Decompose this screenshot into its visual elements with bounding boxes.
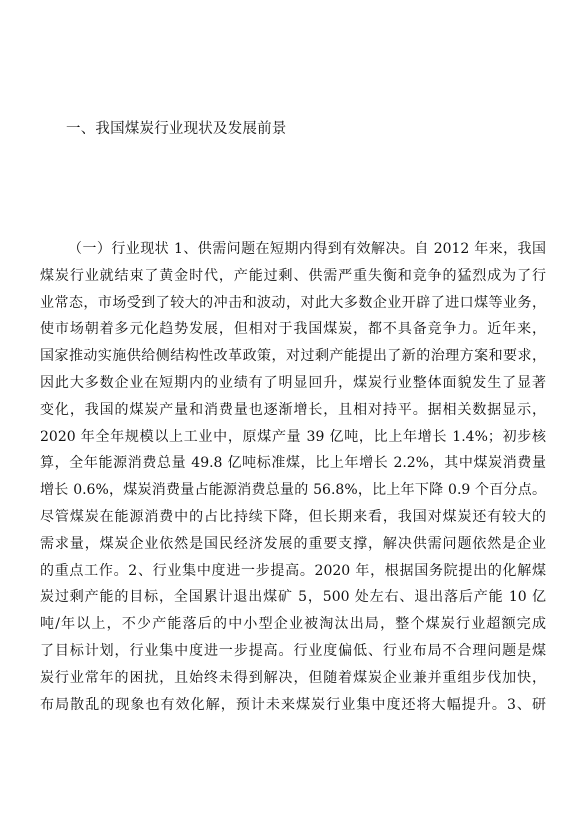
paragraph-line: 吨/年以上，不少产能落后的中小型企业被淘汰出局，整个煤炭行业超额完成: [40, 616, 546, 633]
paragraph-line: 布局散乱的现象也有效化解，预计未来煤炭行业集中度还将大幅提升。3、研: [40, 696, 546, 713]
paragraph-line: 2020 年全年规模以上工业中，原煤产量 39 亿吨，比上年增长 1.4%；初步核: [40, 428, 546, 445]
paragraph-line: 算，全年能源消费总量 49.8 亿吨标准煤，比上年增长 2.2%，其中煤炭消费量: [40, 455, 546, 472]
paragraph-line: 的重点工作。2、行业集中度进一步提高。2020 年，根据国务院提出的化解煤: [40, 562, 546, 579]
paragraph-line: 尽管煤炭在能源消费中的占比持续下降，但长期来看，我国对煤炭还有较大的: [40, 508, 546, 525]
paragraph-line: 炭行业常年的困扰，且始终未得到解决，但随着煤炭企业兼并重组步伐加快，: [40, 669, 546, 686]
body-paragraph: [40, 236, 546, 718]
paragraph-line: 增长 0.6%，煤炭消费量占能源消费总量的 56.8%，比上年下降 0.9 个百分点。: [40, 482, 546, 499]
paragraph-line: 国家推动实施供给侧结构性改革政策，对过剩产能提出了新的治理方案和要求，: [40, 348, 546, 365]
paragraph-line: 业常态，市场受到了较大的冲击和波动，对此大多数企业开辟了进口煤等业务，: [40, 294, 546, 311]
paragraph-line: （一）行业现状 1、供需问题在短期内得到有效解决。自 2012 年来，我国: [68, 241, 546, 257]
paragraph-line: 使市场朝着多元化趋势发展，但相对于我国煤炭，都不具备竞争力。近年来，: [40, 321, 546, 338]
paragraph-line: 变化，我国的煤炭产量和消费量也逐渐增长，且相对持平。据相关数据显示，: [40, 401, 546, 418]
paragraph-line: 因此大多数企业在短期内的业绩有了明显回升，煤炭行业整体面貌发生了显著: [40, 374, 546, 391]
section-heading: 一、我国煤炭行业现状及发展前景: [66, 121, 287, 137]
paragraph-line: 煤炭行业就结束了黄金时代，产能过剩、供需严重失衡和竞争的猛烈成为了行: [40, 267, 546, 284]
paragraph-line: 需求量，煤炭企业依然是国民经济发展的重要支撑，解决供需问题依然是企业: [40, 535, 546, 552]
paragraph-line: 炭过剩产能的目标，全国累计退出煤矿 5，500 处左右、退出落后产能 10 亿: [40, 589, 546, 606]
paragraph-line: 了目标计划，行业集中度进一步提高。行业度偏低、行业布局不合理问题是煤: [40, 642, 546, 659]
